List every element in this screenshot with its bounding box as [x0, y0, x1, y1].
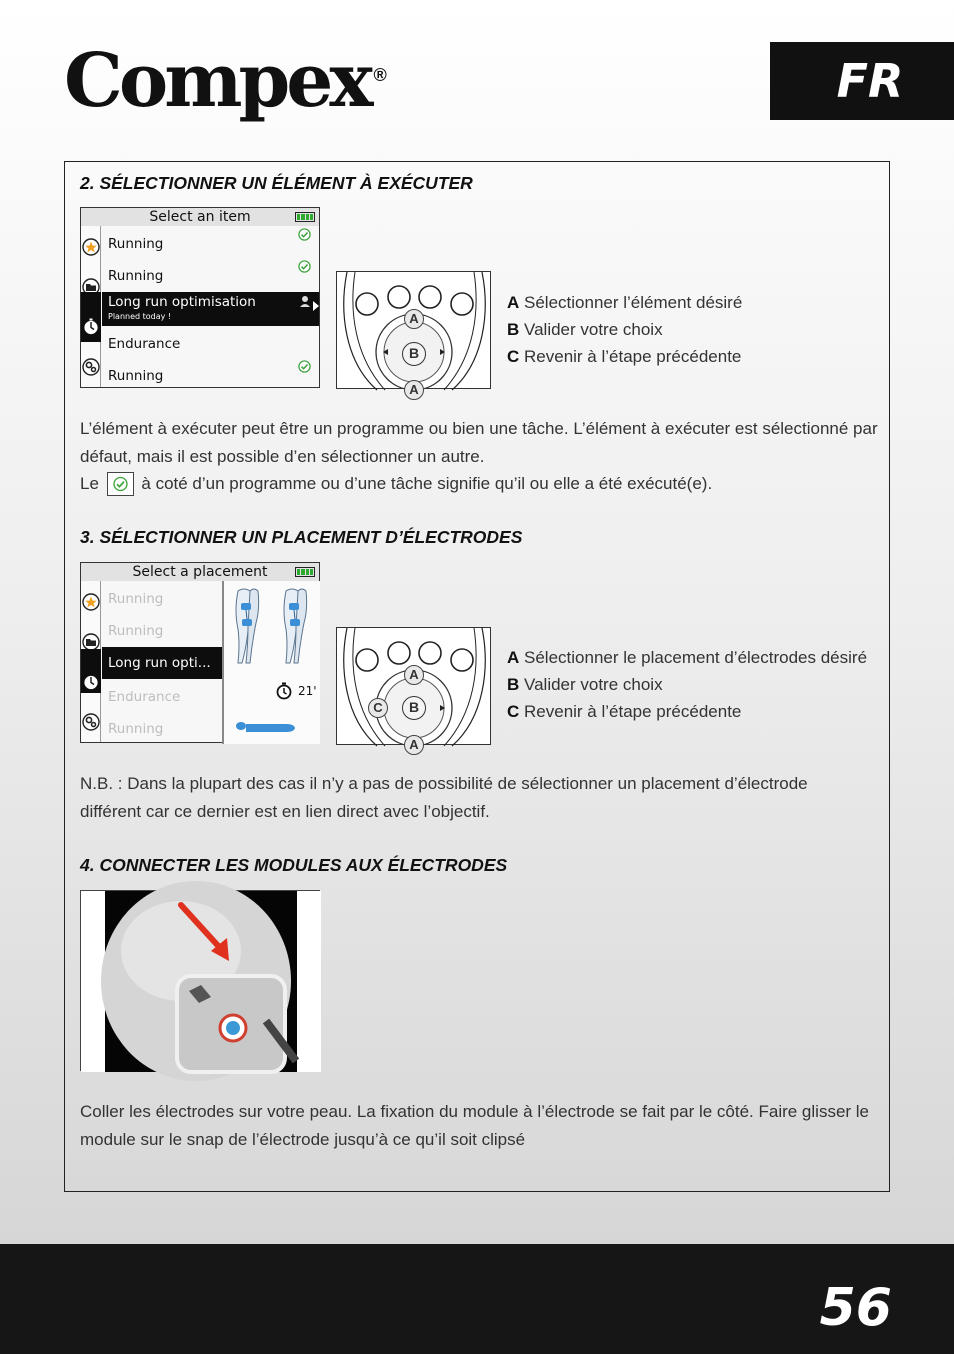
section-2-title: 2. SÉLECTIONNER UN ÉLÉMENT À EXÉCUTER — [80, 173, 473, 193]
key-a-bottom-label: A — [404, 380, 424, 400]
settings-icon — [82, 713, 100, 731]
list-item[interactable]: Running — [102, 226, 319, 258]
key-c-label: C — [368, 698, 388, 718]
module-snap-photo — [80, 890, 320, 1071]
legend-item: C Revenir à l’étape précédente — [507, 702, 742, 721]
screen-title: Select an item — [81, 208, 319, 226]
section-3-title: 3. SÉLECTIONNER UN PLACEMENT D’ÉLECTRODES — [80, 527, 523, 547]
battery-icon — [295, 212, 315, 222]
star-icon — [82, 593, 100, 611]
legs-electrode-illustration — [224, 581, 320, 671]
keypad-diagram — [336, 627, 491, 752]
list-item[interactable]: Endurance — [108, 336, 181, 352]
language-badge: FR — [770, 42, 954, 120]
key-a-label: A — [404, 665, 424, 685]
legend-item: B Valider votre choix — [507, 320, 663, 339]
legend-item: C Revenir à l’étape précédente — [507, 347, 742, 366]
duration-value: 21' — [298, 684, 317, 698]
keypad-diagram — [336, 271, 491, 397]
key-b-label: B — [402, 342, 426, 366]
check-icon-box — [107, 472, 134, 496]
list-item[interactable]: Endurance — [108, 689, 181, 705]
star-icon — [82, 238, 100, 256]
list-item[interactable]: Running — [102, 258, 319, 290]
key-a-bottom-label: A — [404, 735, 424, 755]
list-item-selected[interactable]: Long run opti... — [102, 647, 222, 679]
check-icon — [298, 228, 311, 241]
lying-person-icon — [234, 718, 296, 734]
section-3-note: N.B. : Dans la plupart des cas il n’y a pas de possibilité de sélectionner un placement d’électrode différent car ce dernier est en lien direct avec l’objectif. — [80, 774, 808, 821]
legend-item: B Valider votre choix — [507, 675, 663, 694]
key-b-label: B — [402, 696, 426, 720]
legend-item: A Sélectionner l’élément désiré — [507, 293, 743, 312]
section-4-paragraph: Coller les électrodes sur votre peau. La fixation du module à l’électrode se fait par le côté. Faire glisser le module sur le snap de l’électrode jusqu’à ce qu’il soit clipsé — [80, 1102, 870, 1149]
legend-section-3 — [507, 644, 867, 725]
compex-logo: Compex ® — [64, 38, 387, 124]
footer-bar — [0, 1244, 954, 1354]
list-item[interactable]: Running — [108, 721, 164, 737]
settings-icon — [82, 358, 100, 376]
check-icon — [298, 260, 311, 273]
key-a-label: A — [404, 309, 424, 329]
list-item[interactable]: Running — [108, 591, 164, 607]
page-number: 56 — [819, 1278, 892, 1338]
device-screen-select-item — [80, 207, 320, 388]
section-2-paragraph: L’élément à exécuter peut être un programme ou bien une tâche. L’élément à exécuter est sélectionné par défaut, mais il est possible d’en sélectionner un autre. Le à coté d’un programme ou d’une tâche signifie qu’il ou elle a été exécuté(e). — [80, 415, 880, 498]
placement-preview-panel — [222, 581, 320, 744]
stopwatch-icon — [82, 673, 100, 691]
stopwatch-icon — [82, 318, 100, 336]
list-item[interactable]: Running — [108, 623, 164, 639]
battery-icon — [295, 567, 315, 577]
stopwatch-icon — [276, 682, 292, 700]
screen-title: Select a placement — [81, 563, 319, 581]
legend-section-2 — [507, 289, 742, 370]
section-4-title: 4. CONNECTER LES MODULES AUX ÉLECTRODES — [80, 855, 508, 875]
arrow-right-icon — [313, 301, 319, 311]
legend-item: A Sélectionner le placement d’électrodes désiré — [507, 648, 868, 667]
list-item-selected[interactable]: Long run optimisation Planned today ! — [102, 292, 319, 326]
person-icon — [299, 295, 311, 307]
device-screen-select-placement — [80, 562, 320, 743]
list-item[interactable]: Running — [102, 358, 319, 390]
check-icon — [298, 360, 311, 373]
